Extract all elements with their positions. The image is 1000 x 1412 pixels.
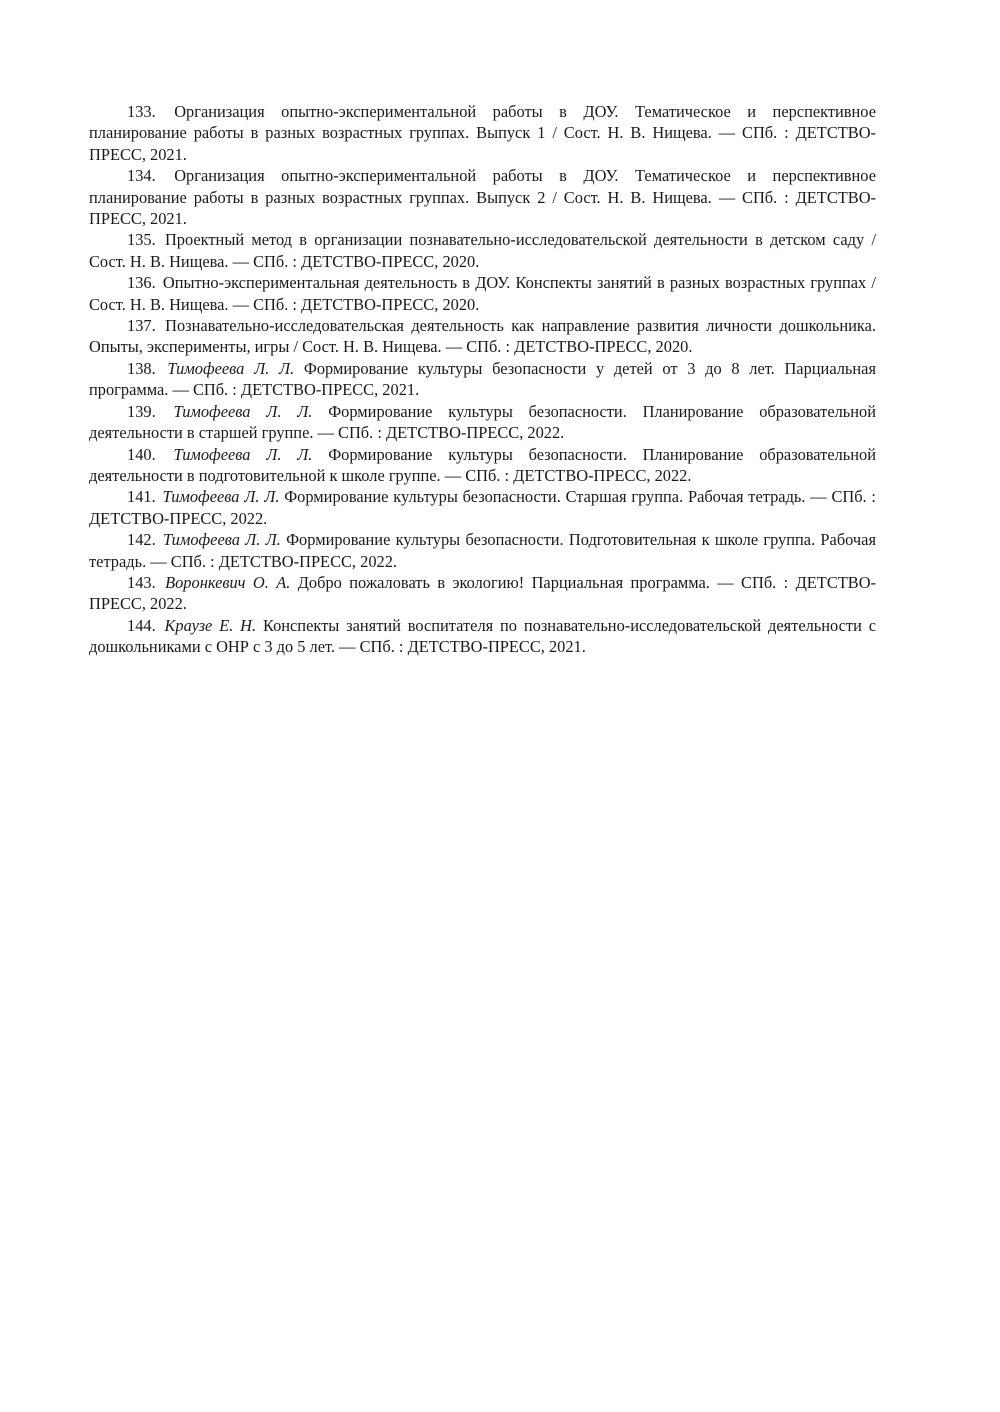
reference-text: Организация опытно-экспериментальной работы в ДОУ. Тематическое и перспективное планирование работы в разных возрастных группах. Выпуск 1 / Сост. Н. В. Нищева. — СПб. : ДЕТСТВО-ПРЕСС, 2021. [89,102,876,164]
reference-entry-138 [89,358,876,401]
reference-author: Воронкевич О. А. [165,572,291,592]
reference-number: 136. [127,273,156,293]
reference-author: Тимофеева Л. Л. [173,444,313,464]
reference-author: Тимофеева Л. Л. [173,401,313,421]
reference-number: 143. [127,572,156,592]
reference-text: Формирование культуры безопасности. Старшая группа. Рабочая тетрадь. — СПб. : ДЕТСТВО-ПРЕСС, 2022. [89,487,876,528]
reference-text: Формирование культуры безопасности. Планирование образовательной деятельности в подготовительной к школе группе. — СПб. : ДЕТСТВО-ПРЕСС, 2022. [89,444,876,485]
reference-text: Формирование культуры безопасности. Планирование образовательной деятельности в старшей группе. — СПб. : ДЕТСТВО-ПРЕСС, 2022. [89,401,876,443]
reference-entry-133 [89,101,876,165]
reference-number: 134. [127,166,156,186]
reference-text: Организация опытно-экспериментальной работы в ДОУ. Тематическое и перспективное планирование работы в разных возрастных группах. Выпуск 2 / Сост. Н. В. Нищева. — СПб. : ДЕТСТВО-ПРЕСС, 2021. [89,166,876,229]
reference-entry-134 [89,165,876,229]
reference-entry-141 [89,486,876,529]
reference-entry-142 [89,529,876,572]
reference-entry-137 [89,315,876,358]
reference-entry-139 [89,401,876,444]
reference-author: Тимофеева Л. Л. [162,487,280,507]
reference-text: Формирование культуры безопасности у детей от 3 до 8 лет. Парциальная программа. — СПб. : ДЕТСТВО-ПРЕСС, 2021. [89,358,876,400]
reference-number: 141. [127,487,156,507]
reference-number: 140. [127,444,156,464]
reference-number: 144. [127,615,156,635]
reference-text: Формирование культуры безопасности. Подготовительная к школе группа. Рабочая тетрадь. — СПб. : ДЕТСТВО-ПРЕСС, 2022. [89,530,876,571]
reference-entry-136 [89,272,876,315]
reference-number: 139. [127,401,156,421]
reference-text: Конспекты занятий воспитателя по познавательно-исследовательской деятельности с дошкольниками с ОНР с 3 до 5 лет. — СПб. : ДЕТСТВО-ПРЕСС, 2021. [89,615,876,657]
reference-author: Тимофеева Л. Л. [167,358,295,378]
reference-entry-144 [89,615,876,658]
reference-list [89,101,876,658]
reference-text: Опытно-экспериментальная деятельность в ДОУ. Конспекты занятий в разных возрастных группах / Сост. Н. В. Нищева. — СПб. : ДЕТСТВО-ПРЕСС, 2020. [89,273,876,314]
reference-text: Проектный метод в организации познавательно-исследовательской деятельности в детском саду / Сост. Н. В. Нищева. — СПб. : ДЕТСТВО-ПРЕСС, 2020. [89,230,876,271]
reference-author: Краузе Е. Н. [164,615,257,635]
reference-number: 137. [127,316,156,336]
reference-author: Тимофеева Л. Л. [162,530,281,550]
reference-number: 142. [127,530,156,550]
reference-entry-143 [89,572,876,615]
reference-text: Добро пожаловать в экологию! Парциальная программа. — СПб. : ДЕТСТВО-ПРЕСС, 2022. [89,572,876,614]
reference-number: 133. [127,102,156,121]
reference-entry-135 [89,229,876,272]
reference-number: 138. [127,358,156,378]
reference-number: 135. [127,230,156,250]
reference-text: Познавательно-исследовательская деятельность как направление развития личности дошкольника. Опыты, эксперименты, игры / Сост. Н. В. Нищева. — СПб. : ДЕТСТВО-ПРЕСС, 2020. [89,316,876,357]
reference-entry-140 [89,444,876,487]
